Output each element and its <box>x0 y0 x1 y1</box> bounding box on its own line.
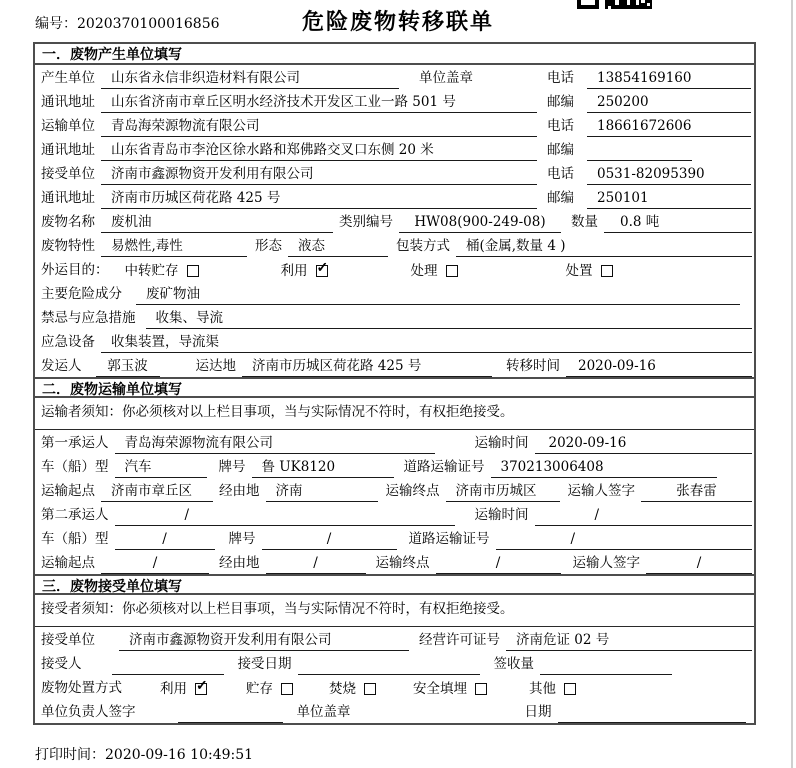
waste-code-value: HW08(900-249-08) <box>399 212 561 233</box>
vehicle2-label: 车（船）型 <box>41 531 109 547</box>
waste-name-label: 废物名称 <box>41 214 95 230</box>
waste-traits-label: 废物特性 <box>41 238 95 254</box>
carrier1-time-label: 运输时间 <box>474 435 529 451</box>
print-time-label: 打印时间： <box>35 747 105 763</box>
vehicle1-value: 汽车 <box>115 457 207 478</box>
disposal-label: 废物处置方式 <box>41 680 122 696</box>
producer-address-label: 通讯地址 <box>41 94 95 110</box>
form-serial-value: 2020370100016856 <box>77 16 220 32</box>
vehicle1-row <box>35 454 754 478</box>
sign-label: 单位负责人签字 <box>41 704 136 720</box>
purpose-option-treat-label: 处理 <box>410 262 438 279</box>
route1-start-value: 济南市章丘区 <box>101 481 213 502</box>
vehicle2-row <box>35 526 754 550</box>
receiver-row <box>35 161 754 185</box>
waste-form-label: 形态 <box>255 238 282 254</box>
vehicle1-plate-value: 鲁 UK8120 <box>252 457 394 478</box>
route2-via-value: / <box>266 553 366 574</box>
checkbox-icon <box>281 683 293 695</box>
transporter-zip-label: 邮编 <box>547 142 574 158</box>
checkbox-icon <box>564 683 576 695</box>
sign-date-label: 日期 <box>524 704 552 720</box>
checkbox-icon <box>475 683 487 695</box>
route1-end-value: 济南市历城区 <box>446 481 560 502</box>
waste-name-value: 废机油 <box>101 212 333 233</box>
disposal-row <box>35 675 754 699</box>
route1-row <box>35 478 754 502</box>
accept-unit-label: 接受单位 <box>41 632 95 648</box>
dispatch-row <box>35 353 754 377</box>
disposal-option-other-label: 其他 <box>529 680 556 697</box>
purpose-row <box>35 257 754 281</box>
route2-sign-label: 运输人签字 <box>572 555 640 571</box>
measures-row <box>35 305 754 329</box>
accept-date-label: 接受日期 <box>237 656 292 672</box>
accept-qty-label: 签收量 <box>493 656 534 672</box>
producer-row <box>35 65 754 89</box>
waste-code-label: 类别编号 <box>339 214 393 230</box>
disposal-option-use <box>160 678 207 699</box>
producer-zip-label: 邮编 <box>547 94 574 110</box>
dispatch-dest-label: 运达地 <box>195 358 236 374</box>
route2-sign-value: / <box>646 553 752 574</box>
transporter-row <box>35 113 754 137</box>
license-label: 经营许可证号 <box>419 632 500 648</box>
receiver-zip-label: 邮编 <box>547 190 574 206</box>
waste-name-row <box>35 209 754 233</box>
disposal-option-burn <box>329 678 376 699</box>
checkbox-icon <box>187 265 199 277</box>
route2-row <box>35 550 754 574</box>
disposal-option-burn-label: 焚烧 <box>329 680 356 697</box>
purpose-option-treat <box>411 260 458 281</box>
purpose-option-use-label: 利用 <box>280 262 308 279</box>
checkbox-icon <box>364 683 376 695</box>
carrier2-row <box>35 502 754 526</box>
accept-person-row <box>35 651 754 675</box>
receiver-phone-value: 0531-82095390 <box>587 164 751 185</box>
route1-via-label: 经由地 <box>219 483 260 499</box>
page-title: 危险废物转移联单 <box>301 9 494 35</box>
sign-seal-label: 单位盖章 <box>296 704 351 720</box>
vehicle2-plate-value: / <box>262 529 397 550</box>
receiver-label: 接受单位 <box>41 166 95 182</box>
route1-via-value: 济南 <box>266 481 378 502</box>
transporter-label: 运输单位 <box>41 118 95 134</box>
producer-label: 产生单位 <box>41 70 95 86</box>
route2-via-label: 经由地 <box>219 555 260 571</box>
purpose-option-use <box>281 260 328 281</box>
vehicle1-plate-label: 牌号 <box>218 459 246 475</box>
waste-pack-value: 桶(金属,数量 4 ) <box>456 236 752 257</box>
waste-pack-label: 包装方式 <box>396 238 450 254</box>
accept-date-value <box>298 654 480 675</box>
form-serial-label: 编号： <box>35 16 77 32</box>
receiver-value: 济南市鑫源物资开发利用有限公司 <box>101 164 537 185</box>
producer-address-value: 山东省济南市章丘区明水经济技术开发区工业一路 501 号 <box>101 92 537 113</box>
purpose-option-dispose <box>566 260 613 281</box>
carrier2-time-value: / <box>535 505 753 526</box>
producer-phone-label: 电话 <box>547 70 574 86</box>
carrier1-value: 青岛海荣源物流有限公司 <box>115 433 435 454</box>
checkbox-icon <box>446 265 458 277</box>
checkbox-icon <box>601 265 613 277</box>
print-time <box>35 744 253 764</box>
carrier2-label: 第二承运人 <box>41 507 109 523</box>
waste-qty-value: 0.8 吨 <box>604 212 752 233</box>
accept-qty-value <box>540 654 672 675</box>
transporter-zip-value <box>587 140 692 161</box>
section2-notice: 运输者须知：你必须核对以上栏目事项，当与实际情况不符时，有权拒绝接受。 <box>35 398 754 430</box>
route2-end-value: / <box>436 553 561 574</box>
sign-date-value <box>558 702 747 723</box>
vehicle2-permit-value: / <box>496 529 753 550</box>
disposal-option-store-label: 贮存 <box>246 680 273 697</box>
purpose-label: 外运目的： <box>41 262 109 278</box>
accept-person-label: 接受人 <box>41 656 82 672</box>
waste-traits-value: 易燃性,毒性 <box>101 236 247 257</box>
producer-address-row <box>35 89 754 113</box>
vehicle1-label: 车（船）型 <box>41 459 109 475</box>
waste-traits-row <box>35 233 754 257</box>
equipment-row <box>35 329 754 353</box>
disposal-option-other <box>529 678 576 699</box>
vehicle2-plate-label: 牌号 <box>228 531 256 547</box>
measures-label: 禁忌与应急措施 <box>41 310 136 326</box>
waste-form-value: 液态 <box>288 236 388 257</box>
receiver-address-value: 济南市历城区荷花路 425 号 <box>101 188 537 209</box>
transporter-value: 青岛海荣源物流有限公司 <box>101 116 537 137</box>
route2-end-label: 运输终点 <box>375 555 430 571</box>
receiver-address-row <box>35 185 754 209</box>
waste-qty-label: 数量 <box>571 214 598 230</box>
receiver-phone-label: 电话 <box>547 166 574 182</box>
section1-header: 一．废物产生单位填写 <box>35 44 754 65</box>
purpose-option-transfer-label: 中转贮存 <box>124 262 179 279</box>
carrier1-time-value: 2020-09-16 <box>535 433 753 454</box>
producer-value: 山东省永信非织造材料有限公司 <box>101 68 399 89</box>
equipment-label: 应急设备 <box>41 334 95 350</box>
print-time-value: 2020-09-16 10:49:51 <box>105 747 254 763</box>
sign-value <box>178 702 283 723</box>
receiver-zip-value: 250101 <box>587 188 751 209</box>
carrier2-time-label: 运输时间 <box>474 507 529 523</box>
transporter-address-row <box>35 137 754 161</box>
purpose-option-transfer <box>125 260 199 281</box>
route2-start-value: / <box>101 553 209 574</box>
accept-person-value <box>112 654 224 675</box>
disposal-option-store <box>246 678 293 699</box>
hazard-row <box>35 281 754 305</box>
vehicle1-permit-value: 370213006408 <box>491 457 717 478</box>
dispatch-time-value: 2020-09-16 <box>566 356 752 377</box>
hazard-label: 主要危险成分 <box>41 286 122 302</box>
route2-start-label: 运输起点 <box>41 555 95 571</box>
disposal-option-landfill-label: 安全填埋 <box>413 680 467 697</box>
page-edge-divider <box>791 0 793 768</box>
accept-unit-value: 济南市鑫源物资开发利用有限公司 <box>119 630 409 651</box>
transporter-address-value: 山东省青岛市李沧区徐水路和郑佛路交叉口东侧 20 米 <box>101 140 537 161</box>
section3-header: 三．废物接受单位填写 <box>35 574 754 595</box>
route1-end-label: 运输终点 <box>385 483 440 499</box>
transporter-phone-value: 18661672606 <box>587 116 751 137</box>
sign-row <box>35 699 754 723</box>
dispatch-time-label: 转移时间 <box>506 358 560 374</box>
receiver-address-label: 通讯地址 <box>41 190 95 206</box>
hazard-value: 废矿物油 <box>136 284 740 305</box>
disposal-option-use-label: 利用 <box>160 680 187 697</box>
transporter-phone-label: 电话 <box>547 118 574 134</box>
section3-notice: 接受者须知：你必须核对以上栏目事项，当与实际情况不符时，有权拒绝接受。 <box>35 595 754 627</box>
vehicle2-value: / <box>115 529 215 550</box>
dispatch-dest-value: 济南市历城区荷花路 425 号 <box>242 356 492 377</box>
carrier1-row <box>35 430 754 454</box>
form-table <box>33 42 756 725</box>
dispatch-label: 发运人 <box>41 358 82 374</box>
checkbox-icon <box>316 265 328 277</box>
carrier1-label: 第一承运人 <box>41 435 109 451</box>
producer-seal-label: 单位盖章 <box>419 70 473 86</box>
accept-unit-row <box>35 627 754 651</box>
dispatch-person-value: 郭玉波 <box>96 356 160 377</box>
equipment-value: 收集装置，导流渠 <box>101 332 752 353</box>
producer-phone-value: 13854169160 <box>587 68 751 89</box>
route1-sign-label: 运输人签字 <box>567 483 635 499</box>
transporter-address-label: 通讯地址 <box>41 142 95 158</box>
producer-zip-value: 250200 <box>587 92 751 113</box>
section2-header: 二．废物运输单位填写 <box>35 377 754 398</box>
purpose-option-dispose-label: 处置 <box>565 262 593 279</box>
vehicle2-permit-label: 道路运输证号 <box>408 531 490 547</box>
route1-sign-value: 张春雷 <box>641 481 752 502</box>
checkbox-icon <box>195 683 207 695</box>
carrier2-value: / <box>115 505 455 526</box>
measures-value: 收集、导流 <box>146 308 753 329</box>
license-value: 济南危证 02 号 <box>506 630 752 651</box>
vehicle1-permit-label: 道路运输证号 <box>403 459 485 475</box>
disposal-option-landfill <box>413 678 487 699</box>
route1-start-label: 运输起点 <box>41 483 95 499</box>
qr-code-fragment-icon <box>577 0 653 10</box>
